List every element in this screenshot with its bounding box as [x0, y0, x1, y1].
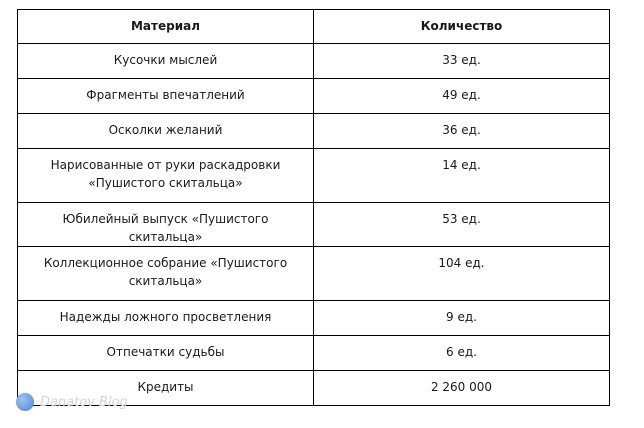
header-row — [18, 10, 610, 44]
material-cell: Кредиты — [18, 371, 314, 406]
table-row — [18, 247, 610, 301]
table-row — [18, 149, 610, 203]
material-cell: Фрагменты впечатлений — [18, 79, 314, 114]
table-row — [18, 336, 610, 371]
watermark — [16, 393, 128, 411]
table-row — [18, 301, 610, 336]
header-quantity: Количество — [314, 10, 610, 44]
table-row — [18, 44, 610, 79]
header-material: Материал — [18, 10, 314, 44]
material-cell: Осколки желаний — [18, 114, 314, 149]
quantity-cell: 53 ед. — [314, 203, 610, 247]
watermark-logo-icon — [16, 393, 34, 411]
material-cell: Коллекционное собрание «Пушистого скитальца» — [18, 247, 314, 301]
watermark-text: Danatov Blog — [40, 394, 128, 410]
material-cell: Надежды ложного просветления — [18, 301, 314, 336]
quantity-cell: 104 ед. — [314, 247, 610, 301]
material-cell: Кусочки мыслей — [18, 44, 314, 79]
material-cell: Юбилейный выпуск «Пушистого скитальца» — [18, 203, 314, 247]
table-row — [18, 114, 610, 149]
quantity-cell: 36 ед. — [314, 114, 610, 149]
quantity-cell: 33 ед. — [314, 44, 610, 79]
material-cell: Нарисованные от руки раскадровки «Пушистого скитальца» — [18, 149, 314, 203]
quantity-cell: 14 ед. — [314, 149, 610, 203]
table-row — [18, 203, 610, 247]
table-row — [18, 79, 610, 114]
quantity-cell: 2 260 000 — [314, 371, 610, 406]
material-cell: Отпечатки судьбы — [18, 336, 314, 371]
quantity-cell: 6 ед. — [314, 336, 610, 371]
quantity-cell: 9 ед. — [314, 301, 610, 336]
quantity-cell: 49 ед. — [314, 79, 610, 114]
materials-table — [17, 9, 610, 406]
